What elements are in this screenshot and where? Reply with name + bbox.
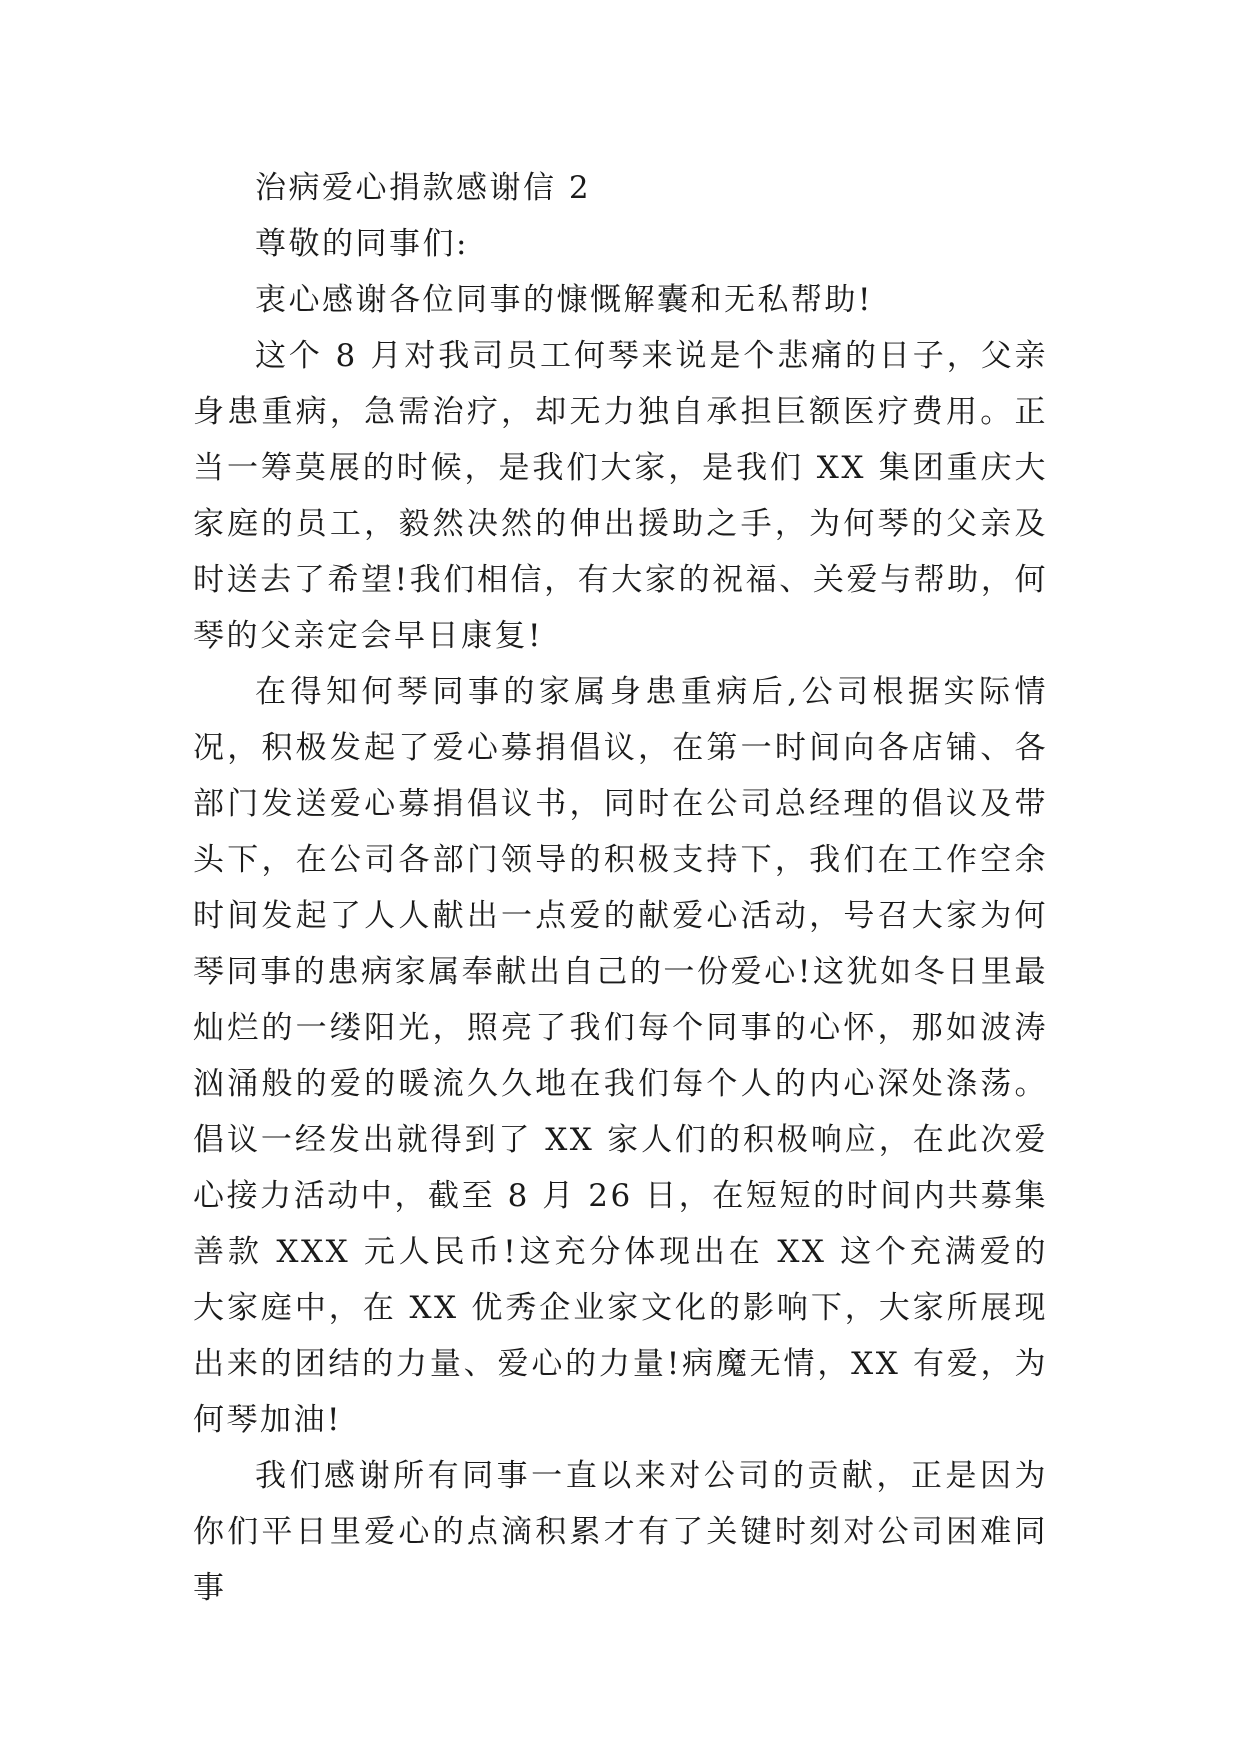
paragraph-gratitude: 我们感谢所有同事一直以来对公司的贡献，正是因为你们平日里爱心的点滴积累才有了关键时刻对公司困难同事: [193, 1458, 1048, 1606]
paragraph-donation-drive: 在得知何琴同事的家属身患重病后,公司根据实际情况，积极发起了爱心募捐倡议，在第一时间向各店铺、各部门发送爱心募捐倡议书，同时在公司总经理的倡议及带头下，在公司各部门领导的积极支持下，我们在工作空余时间发起了人人献出一点爱的献爱心活动，号召大家为何琴同事的患病家属奉献出自己的一份爱心!这犹如冬日里最灿烂的一缕阳光，照亮了我们每个同事的心怀，那如波涛汹涌般的爱的暖流久久地在我们每个人的内心深处涤荡。 倡议一经发出就得到了 XX 家人们的积极响应，在此次爱心接力活动中，截至 8 月 26 日，在短短的时间内共募集善款 XXX 元人民币!这充分体现出在 XX 这个充满爱的大家庭中，在 XX 优秀企业家文化的影响下，大家所展现出来的团结的力量、爱心的力量!病魔无情，XX 有爱，为何琴加油!: [193, 674, 1048, 1438]
letter-body: [193, 160, 1048, 1616]
letter-salutation: 尊敬的同事们:: [255, 226, 469, 262]
paragraph-thanks: 衷心感谢各位同事的慷慨解囊和无私帮助!: [255, 282, 873, 318]
paragraph-background: 这个 8 月对我司员工何琴来说是个悲痛的日子，父亲身患重病，急需治疗，却无力独自承担巨额医疗费用。正当一筹莫展的时候，是我们大家，是我们 XX 集团重庆大家庭的员工，毅然决然的伸出援助之手，为何琴的父亲及时送去了希望!我们相信，有大家的祝福、关爱与帮助，何琴的父亲定会早日康复!: [193, 338, 1048, 654]
letter-title: 治病爱心捐款感谢信 2: [255, 170, 592, 206]
